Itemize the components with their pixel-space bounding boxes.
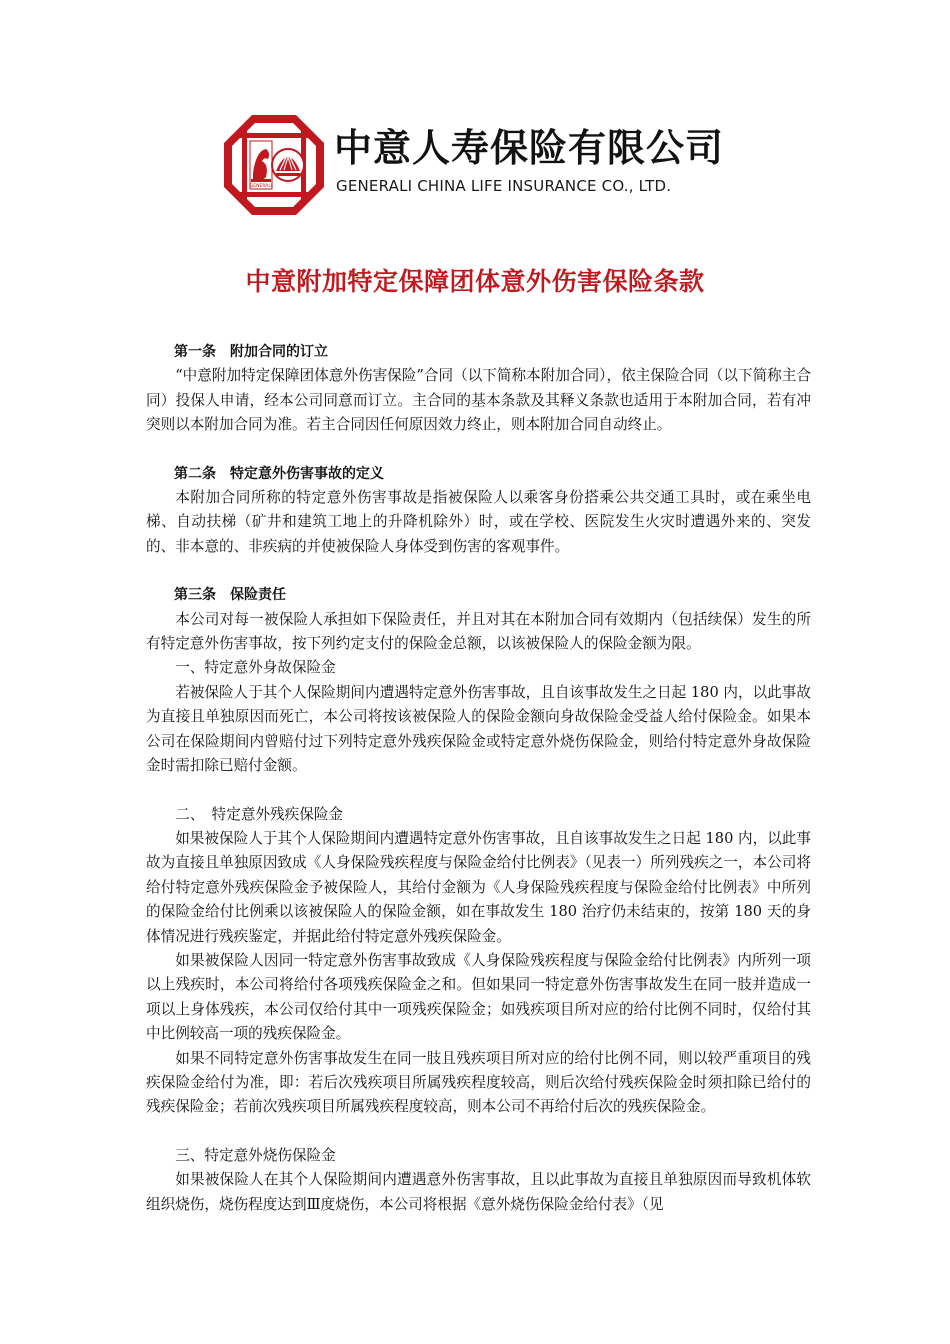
article-1-heading: 第一条 附加合同的订立 xyxy=(174,344,328,360)
company-name-en: GENERALI CHINA LIFE INSURANCE CO., LTD. xyxy=(336,177,672,195)
section-burn-benefit-heading: 三、特定意外烧伤保险金 xyxy=(175,1146,336,1164)
section-disability-benefit-heading: 二、 特定意外残疾保险金 xyxy=(175,805,344,823)
article-2-paragraph: 本附加合同所称的特定意外伤害事故是指被保险人以乘客身份搭乘公共交通工具时，或在乘坐电梯、自动扶梯（矿井和建筑工地上的升降机除外）时，或在学校、医院发生火灾时遭遇外来的、突发的、非本意的、非疾病的并使被保险人身体受到伤害的客观事件。 xyxy=(146,489,811,555)
section-death-benefit-heading: 一、特定意外身故保险金 xyxy=(175,659,336,677)
section-burn-paragraph: 如果被保险人在其个人保险期间内遭遇意外伤害事故，且以此事故为直接且单独原因而导致机体软组织烧伤，烧伤程度达到Ⅲ度烧伤，本公司将根据《意外烧伤保险金给付表》（见 xyxy=(146,1171,811,1213)
section-disability-paragraph: 如果被保险人因同一特定意外伤害事故致成《人身保险残疾程度与保险金给付比例表》内所列一项以上残疾时，本公司将给付各项残疾保险金之和。但如果同一特定意外伤害事故发生在同一肢并造成一项以上身体残疾，本公司仅给付其中一项残疾保险金；如残疾项目所对应的给付比例不同时，仅给付其中比例较高一项的残疾保险金。 xyxy=(146,951,811,1043)
article-3-intro: 本公司对每一被保险人承担如下保险责任，并且对其在本附加合同有效期内（包括续保）发生的所有特定意外伤害事故，按下列约定支付的保险金总额，以该被保险人的保险金额为限。 xyxy=(146,610,811,653)
section-death-benefit-paragraph: 若被保险人于其个人保险期间内遭遇特定意外伤害事故，且自该事故发生之日起 180 内，以此事故为直接且单独原因而死亡，本公司将按该被保险人的保险金额向身故保险金受益人给付保险金。如果本公司在保险期间内曾赔付过下列特定意外残疾保险金或特定意外烧伤保险金，则给付特定意外身故保险金时需扣除已赔付金额。 xyxy=(146,683,811,775)
article-3-heading: 第三条 保险责任 xyxy=(174,587,286,604)
company-logo xyxy=(222,113,742,217)
document-body xyxy=(146,340,811,1217)
document-title: 中意附加特定保障团体意外伤害保险条款 xyxy=(245,267,705,296)
article-2-heading: 第二条 特定意外伤害事故的定义 xyxy=(174,465,384,482)
section-disability-paragraph: 如果被保险人于其个人保险期间内遭遇特定意外伤害事故，且自该事故发生之日起 180 内，以此事故为直接且单独原因致成《人身保险残疾程度与保险金给付比例表》（见表一）所列残疾之一，本公司将给付特定意外残疾保险金予被保险人，其给付金额为《人身保险残疾程度与保险金给付比例表》中所列的保险金给付比例乘以该被保险人的保险金额，如在事故发生 180 治疗仍未结束的，按第 180 天的身体情况进行残疾鉴定，并据此给付特定意外残疾保险金。 xyxy=(146,829,811,945)
section-disability-paragraph: 如果不同特定意外伤害事故发生在同一肢且残疾项目所对应的给付比例不同，则以较严重项目的残疾保险金给付为准，即：若后次残疾项目所属残疾程度较高，则后次给付残疾保险金时须扣除已给付的残疾保险金；若前次残疾项目所属残疾程度较高，则本公司不再给付后次的残疾保险金。 xyxy=(146,1049,811,1116)
generali-emblem-icon xyxy=(222,113,326,217)
svg-text:GENERALI: GENERALI xyxy=(249,184,273,189)
article-1-paragraph: “中意附加特定保障团体意外伤害保险”合同（以下简称本附加合同），依主保险合同（以下简称主合同）投保人申请，经本公司同意而订立。主合同的基本条款及其释义条款也适用于本附加合同，若有冲突则以本附加合同为准。若主合同因任何原因效力终止，则本附加合同自动终止。 xyxy=(146,367,811,434)
company-name-cn: 中意人寿保险有限公司 xyxy=(334,126,725,170)
